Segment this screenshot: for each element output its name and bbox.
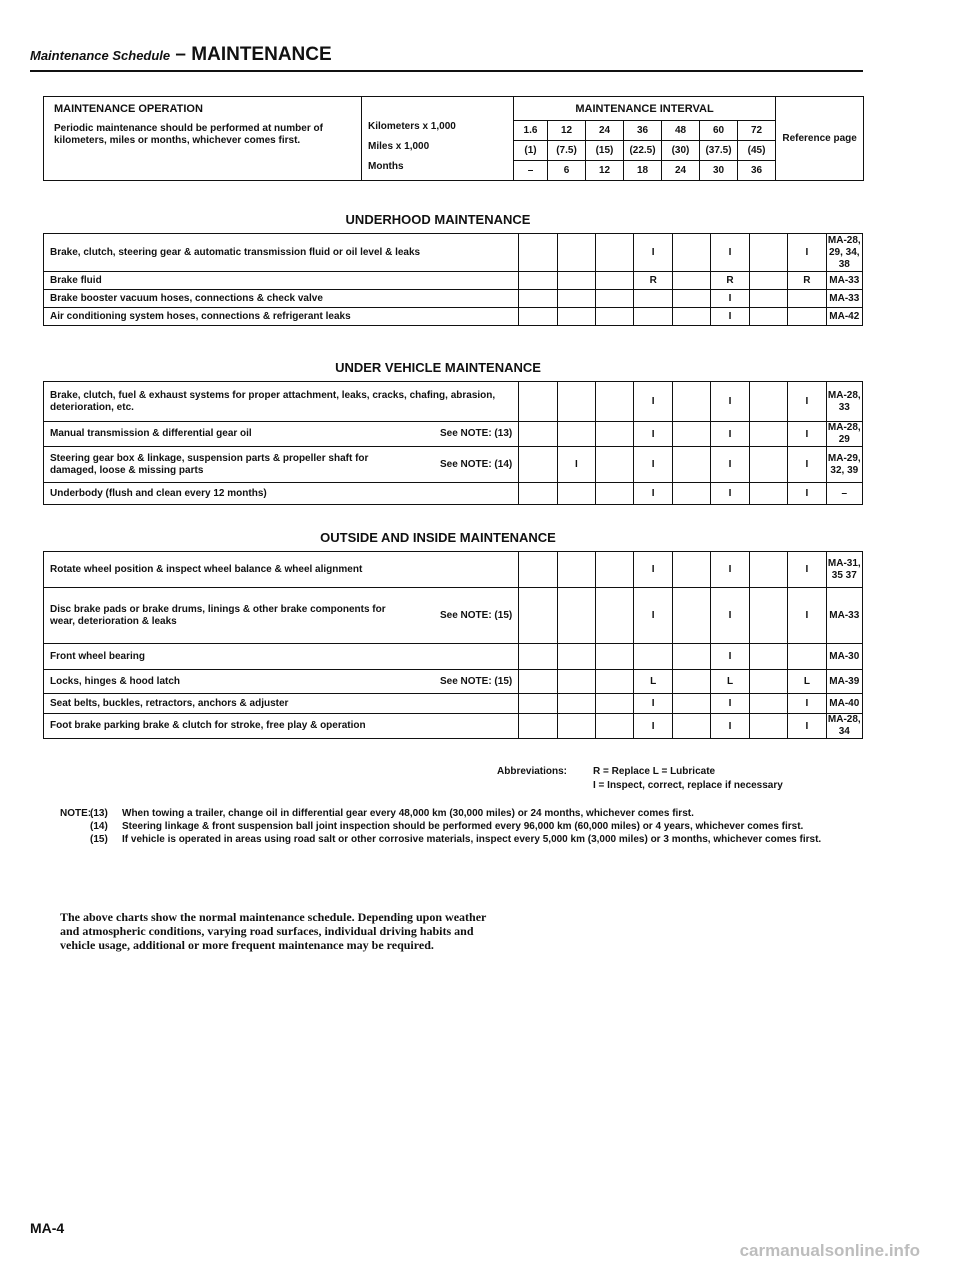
interval-cell: [557, 644, 595, 670]
interval-cell: [788, 290, 826, 308]
interval-cell: [557, 382, 595, 422]
operation-desc-text: Brake booster vacuum hoses, connections & check valve: [50, 292, 323, 304]
operation-desc-text: Front wheel bearing: [50, 650, 146, 662]
operation-desc: [44, 422, 519, 447]
note-number: (15): [90, 834, 108, 845]
operation-desc-text: Brake fluid: [50, 274, 102, 286]
abbreviations-line-2: I = Inspect, correct, replace if necessary: [593, 780, 783, 791]
months-cell: 24: [662, 161, 700, 181]
km-cell: 12: [548, 121, 586, 141]
interval-cell: I: [788, 382, 826, 422]
operation-desc: [44, 290, 519, 308]
schedule-row: [44, 714, 863, 739]
interval-cell: I: [711, 290, 749, 308]
section-title-outside-inside: OUTSIDE AND INSIDE MAINTENANCE: [320, 530, 556, 545]
page-title: [30, 44, 332, 66]
interval-cell: I: [634, 483, 672, 505]
interval-cell: I: [634, 422, 672, 447]
operation-desc: [44, 272, 519, 290]
interval-cell: I: [711, 308, 749, 326]
reference-page: MA-29, 32, 39: [826, 447, 862, 483]
interval-cell: [557, 694, 595, 714]
km-cell: 1.6: [514, 121, 548, 141]
interval-cell: [596, 714, 634, 739]
interval-cell: [672, 290, 710, 308]
interval-cell: I: [634, 714, 672, 739]
interval-cell: [596, 234, 634, 272]
title-main: MAINTENANCE: [191, 44, 332, 65]
interval-cell: I: [634, 694, 672, 714]
reference-page: MA-28, 33: [826, 382, 862, 422]
operation-desc: [44, 588, 519, 644]
interval-cell: [672, 483, 710, 505]
see-note-ref: See NOTE: (15): [439, 675, 513, 687]
outside-inside-rows: [44, 552, 863, 739]
miles-cell: (7.5): [548, 141, 586, 161]
interval-cell: [788, 308, 826, 326]
months-cell: 36: [738, 161, 776, 181]
note-text: When towing a trailer, change oil in differential gear every 48,000 km (30,000 miles) or 24 months, whichever comes first.: [122, 808, 694, 819]
interval-cell: [749, 382, 787, 422]
reference-page: MA-33: [826, 290, 862, 308]
interval-cell: [672, 422, 710, 447]
interval-cell: [749, 588, 787, 644]
interval-cell: [519, 290, 557, 308]
label-miles: Miles x 1,000: [362, 141, 514, 161]
interval-cell: [596, 483, 634, 505]
schedule-row: [44, 694, 863, 714]
interval-cell: I: [711, 694, 749, 714]
interval-cell: [596, 694, 634, 714]
interval-cell: [749, 234, 787, 272]
reference-page: MA-33: [826, 272, 862, 290]
reference-page: MA-33: [826, 588, 862, 644]
interval-cell: [672, 714, 710, 739]
schedule-row: [44, 670, 863, 694]
interval-cell: I: [788, 447, 826, 483]
reference-header: Reference page: [776, 97, 864, 181]
schedule-row: [44, 290, 863, 308]
interval-cell: [519, 308, 557, 326]
interval-cell: [596, 670, 634, 694]
interval-cell: [596, 552, 634, 588]
reference-page: MA-40: [826, 694, 862, 714]
interval-cell: [672, 588, 710, 644]
interval-cell: [749, 447, 787, 483]
interval-cell: I: [788, 552, 826, 588]
interval-cell: L: [788, 670, 826, 694]
interval-cell: [596, 588, 634, 644]
miles-cell: (30): [662, 141, 700, 161]
interval-cell: [596, 272, 634, 290]
interval-cell: I: [711, 422, 749, 447]
reference-page: MA-28, 34: [827, 714, 861, 737]
schedule-row: [44, 644, 863, 670]
interval-cell: [557, 234, 595, 272]
schedule-row: [44, 483, 863, 505]
interval-cell: [519, 552, 557, 588]
note-number: (14): [90, 821, 108, 832]
schedule-row: [44, 234, 863, 272]
operation-desc-text: Steering gear box & linkage, suspension parts & propeller shaft for damaged, loose & missing parts: [50, 452, 369, 476]
operation-desc: [44, 552, 519, 588]
operation-desc-text: Seat belts, buckles, retractors, anchors & adjuster: [50, 697, 289, 709]
operation-desc: [44, 382, 519, 422]
operation-title: MAINTENANCE OPERATION: [54, 103, 203, 115]
interval-cell: I: [788, 422, 826, 447]
interval-cell: [519, 694, 557, 714]
note-13: [60, 808, 860, 820]
interval-cell: I: [711, 483, 749, 505]
interval-cell: [596, 382, 634, 422]
title-prefix: Maintenance Schedule: [30, 48, 171, 63]
interval-cell: [557, 308, 595, 326]
interval-cell: R: [634, 272, 672, 290]
interval-cell: [672, 308, 710, 326]
interval-cell: I: [788, 694, 826, 714]
months-cell: 6: [548, 161, 586, 181]
schedule-row: [44, 308, 863, 326]
interval-cell: [519, 382, 557, 422]
interval-cell: [749, 694, 787, 714]
note-15: [60, 834, 860, 846]
reference-page: MA-31, 35 37: [826, 552, 862, 588]
months-cell: 12: [586, 161, 624, 181]
interval-cell: I: [711, 552, 749, 588]
schedule-row: [44, 552, 863, 588]
interval-cell: [596, 308, 634, 326]
interval-cell: [672, 272, 710, 290]
km-cell: 48: [662, 121, 700, 141]
note-text: Steering linkage & front suspension ball joint inspection should be performed every 96,000 km (60,000 miles) or 4 years, whichever comes first.: [122, 821, 804, 832]
km-cell: 24: [586, 121, 624, 141]
interval-cell: [749, 670, 787, 694]
reference-page: MA-39: [826, 670, 862, 694]
interval-cell: [519, 234, 557, 272]
interval-cell: L: [634, 670, 672, 694]
operation-desc-text: Air conditioning system hoses, connections & refrigerant leaks: [50, 310, 351, 322]
interval-title: MAINTENANCE INTERVAL: [514, 97, 776, 121]
operation-desc-text: Brake, clutch, fuel & exhaust systems for proper attachment, leaks, cracks, chafing, abrasion, deterioration, etc.: [50, 389, 496, 413]
interval-cell: [519, 670, 557, 694]
schedule-row: [44, 447, 863, 483]
title-dash: –: [170, 44, 192, 65]
underhood-rows: [44, 234, 863, 326]
interval-cell: [596, 290, 634, 308]
interval-cell: I: [788, 234, 826, 272]
operation-desc-text: Manual transmission & differential gear oil: [50, 428, 252, 439]
miles-cell: (1): [514, 141, 548, 161]
miles-cell: (37.5): [700, 141, 738, 161]
interval-cell: L: [711, 670, 749, 694]
underhood-table: [43, 233, 863, 326]
km-cell: 36: [624, 121, 662, 141]
schedule-row: [44, 382, 863, 422]
interval-header-table: [43, 96, 864, 181]
reference-page: MA-30: [826, 644, 862, 670]
reference-page: MA-42: [826, 308, 862, 326]
interval-cell: I: [634, 234, 672, 272]
interval-cell: [749, 290, 787, 308]
interval-cell: [519, 483, 557, 505]
interval-cell: [749, 714, 787, 739]
miles-cell: (45): [738, 141, 776, 161]
months-cell: 30: [700, 161, 738, 181]
interval-cell: [519, 422, 557, 447]
note-label: NOTE:: [60, 808, 92, 819]
interval-cell: I: [788, 588, 826, 644]
interval-cell: [596, 447, 634, 483]
operation-text: Periodic maintenance should be performed at number of kilometers, miles or months, whichever comes first.: [54, 123, 323, 146]
interval-cell: [557, 422, 595, 447]
interval-cell: [634, 644, 672, 670]
miles-cell: (15): [586, 141, 624, 161]
see-note-ref: See NOTE: (13): [439, 428, 513, 439]
interval-cell: [749, 483, 787, 505]
note-number: (13): [90, 808, 108, 819]
interval-cell: [557, 483, 595, 505]
footer-paragraph: The above charts show the normal maintenance schedule. Depending upon weather and atmospheric conditions, varying road surfaces, individual driving habits and vehicle usage, additional or more frequent maintenance may be required.: [60, 910, 487, 952]
interval-cell: R: [788, 272, 826, 290]
note-14: [60, 821, 860, 833]
interval-cell: [672, 234, 710, 272]
abbreviations-line-1: R = Replace L = Lubricate: [593, 766, 716, 777]
interval-cell: [596, 644, 634, 670]
interval-cell: [749, 272, 787, 290]
label-months: Months: [362, 161, 514, 181]
operation-desc: [44, 644, 519, 670]
interval-cell: [672, 447, 710, 483]
interval-cell: [749, 552, 787, 588]
interval-cell: I: [634, 447, 672, 483]
spacer: [362, 97, 514, 121]
interval-cell: [672, 382, 710, 422]
watermark: carmanualsonline.info: [739, 1241, 920, 1260]
operation-desc-text: Brake, clutch, steering gear & automatic transmission fluid or oil level & leaks: [50, 246, 421, 258]
interval-cell: [557, 588, 595, 644]
see-note-ref: See NOTE: (15): [439, 609, 513, 621]
interval-cell: [557, 290, 595, 308]
interval-cell: I: [788, 714, 826, 739]
interval-cell: [672, 670, 710, 694]
page-number: MA-4: [30, 1220, 65, 1236]
interval-cell: [557, 272, 595, 290]
abbreviations-label: Abbreviations:: [497, 766, 568, 777]
operation-desc-text: Disc brake pads or brake drums, linings & other brake components for wear, deterioration & leaks: [50, 603, 386, 627]
section-title-under-vehicle: UNDER VEHICLE MAINTENANCE: [335, 360, 541, 375]
reference-page: MA-28, 29: [827, 422, 861, 445]
outside-inside-table: [43, 551, 863, 739]
months-cell: 18: [624, 161, 662, 181]
interval-cell: I: [711, 644, 749, 670]
operation-desc: [44, 694, 519, 714]
interval-cell: [749, 308, 787, 326]
interval-cell: [519, 644, 557, 670]
schedule-row: [44, 588, 863, 644]
operation-cell: [44, 97, 362, 181]
see-note-ref: See NOTE: (14): [439, 458, 513, 470]
operation-desc-text: Foot brake parking brake & clutch for stroke, free play & operation: [50, 720, 366, 731]
operation-desc: [44, 234, 519, 272]
interval-cell: I: [788, 483, 826, 505]
km-cell: 60: [700, 121, 738, 141]
schedule-row: [44, 422, 863, 447]
interval-cell: [634, 290, 672, 308]
operation-desc: [44, 670, 519, 694]
interval-cell: [519, 272, 557, 290]
interval-cell: [596, 422, 634, 447]
interval-cell: [519, 588, 557, 644]
interval-cell: [672, 694, 710, 714]
label-km: Kilometers x 1,000: [362, 121, 514, 141]
operation-desc: [44, 447, 519, 483]
interval-cell: [519, 447, 557, 483]
reference-page: MA-28, 29, 34, 38: [827, 234, 861, 270]
months-cell: –: [514, 161, 548, 181]
schedule-row: [44, 272, 863, 290]
interval-cell: I: [711, 447, 749, 483]
interval-cell: I: [711, 382, 749, 422]
interval-cell: I: [557, 447, 595, 483]
interval-cell: [557, 552, 595, 588]
operation-desc-text: Underbody (flush and clean every 12 months): [50, 487, 267, 499]
interval-cell: I: [711, 714, 749, 739]
interval-cell: [788, 644, 826, 670]
under-vehicle-table: [43, 381, 863, 505]
under-vehicle-rows: [44, 382, 863, 505]
interval-cell: [749, 644, 787, 670]
operation-desc-text: Rotate wheel position & inspect wheel balance & wheel alignment: [50, 563, 363, 575]
interval-cell: [634, 308, 672, 326]
interval-cell: [557, 670, 595, 694]
interval-cell: I: [711, 234, 749, 272]
operation-desc: [44, 483, 519, 505]
interval-cell: I: [634, 552, 672, 588]
section-title-underhood: UNDERHOOD MAINTENANCE: [345, 212, 531, 227]
interval-cell: I: [711, 588, 749, 644]
operation-desc: [44, 308, 519, 326]
notes-block: [60, 808, 860, 847]
interval-cell: I: [634, 588, 672, 644]
interval-cell: I: [634, 382, 672, 422]
interval-cell: [672, 644, 710, 670]
header-rule: [30, 70, 863, 72]
interval-cell: [749, 422, 787, 447]
note-text: If vehicle is operated in areas using road salt or other corrosive materials, inspect every 5,000 km (3,000 miles) or 3 months, whichever comes first.: [122, 834, 822, 845]
operation-desc-text: Locks, hinges & hood latch: [50, 675, 181, 687]
operation-desc: [44, 714, 519, 739]
interval-cell: [519, 714, 557, 739]
interval-cell: [672, 552, 710, 588]
interval-cell: [557, 714, 595, 739]
interval-cell: R: [711, 272, 749, 290]
km-cell: 72: [738, 121, 776, 141]
miles-cell: (22.5): [624, 141, 662, 161]
reference-page: –: [826, 483, 862, 505]
